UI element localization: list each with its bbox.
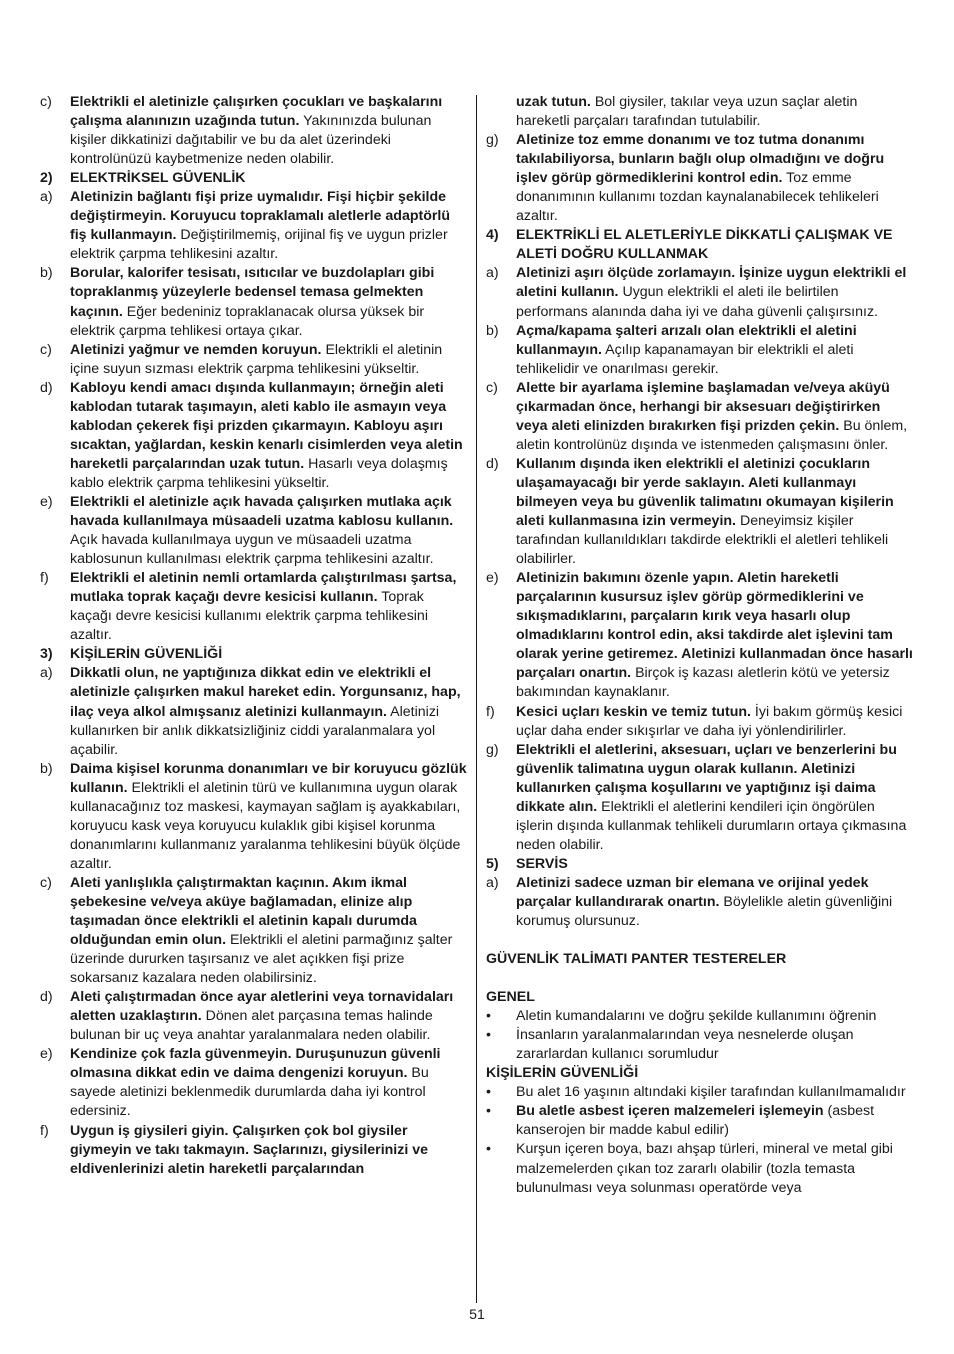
body-text: Bu alet 16 yaşının altındaki kişiler tarafından kullanılmamalıdır [516, 1084, 906, 1101]
emphasis-text: Alette bir ayarlama işlemine başlamadan ve/veya aküyü çıkarmadan önce, herhangi bir aksesuarı değiştirirken veya aleti elinizden bırakırken fişi prizden çekin. [516, 379, 890, 434]
body-text: Toprak kaçağı devre kesicisi kullanımı elektrik çarpma tehlikesini azaltır. [70, 589, 428, 644]
item-body [70, 645, 468, 664]
item-label: f) [486, 703, 495, 720]
left-column [40, 93, 468, 1179]
item-label: f) [40, 1122, 49, 1139]
bullet-item [486, 1102, 914, 1140]
item-body [516, 226, 914, 264]
bullet-marker: • [486, 1084, 491, 1101]
emphasis-text: Aletinizin bağlantı fişi prize uymalıdır. Fişi hiçbir şekilde değiştirmeyin. Koruyucu topraklamalı aletlerle adaptörlü fiş kullanmayın. [70, 189, 451, 244]
right-column [486, 93, 914, 1198]
item-body [516, 855, 914, 874]
item-body [70, 988, 468, 1045]
item-label: b) [40, 760, 53, 777]
bullet-item [486, 1026, 914, 1064]
emphasis-text: Bu aletle asbest içeren malzemeleri işlemeyin [516, 1103, 824, 1120]
body-text: Elektrikli el aletinin türü ve kullanımına uygun olarak kullanacağınız toz maskesi, kaymayan sağlam iş ayakkabıları, koruyucu kask veya koruyucu kulaklık gibi kişisel korunma donanımlarını kullanmanız yaralanma tehlikesini büyük ölçüde azaltır. [70, 779, 461, 872]
item-body [70, 341, 468, 379]
list-item [486, 379, 914, 455]
item-label [486, 93, 516, 131]
emphasis-text: Aletinize toz emme donanımı ve toz tutma donanımı takılabiliyorsa, bunların bağlı olup olmadığını ve doğru işlev görüp görmediklerini kontrol edin. [516, 132, 885, 187]
item-body [516, 264, 914, 321]
body-text: Değiştirilmemiş, orijinal fiş ve uygun prizler elektrik çarpma tehlikesini azaltır. [70, 227, 448, 263]
item-body [70, 664, 468, 759]
item-label: 2) [40, 170, 53, 187]
body-text: Elektrikli el aletini parmağınız şalter üzerinde dururken taşırsanız ve alet açıkken fişi prize sokarsanız kazalara neden olabilirsiniz. [70, 932, 453, 987]
body-text: Deneyimsiz kişiler tarafından kullanıldıkları takdirde elektrikli el aletleri tehlikeli olabilirler. [516, 513, 889, 568]
body-text: Yakınınızda bulunan kişiler dikkatinizi dağıtabilir ve bu da alet üzerindeki kontrolünüzü kaybetmenize neden olabilir. [70, 113, 432, 168]
item-body [70, 493, 468, 569]
emphasis-text: Aletinizi sadece uzman bir elemana ve orijinal yedek parçalar kullandırarak onartın. [516, 874, 869, 910]
body-text: İyi bakım görmüş kesici uçlar daha ender sıkışırlar ve daha iyi yönlendirilirler. [516, 703, 903, 739]
item-body [70, 1122, 468, 1179]
body-text: Eğer bedeniniz topraklanacak olursa yüksek bir elektrik çarpma tehlikesi ortaya çıkar. [70, 303, 425, 339]
body-text: Birçok iş kazası aletlerin kötü ve yetersiz bakımından kaynaklanır. [516, 665, 890, 701]
emphasis-text: Aleti çalıştırmadan önce ayar aletlerini veya tornavidaları aletten uzaklaştırın. [70, 989, 454, 1025]
heading-text: ELEKTRİKSEL GÜVENLİK [70, 170, 246, 187]
body-text: Hasarlı veya dolaşmış kablo elektrik çarpma tehlikesini yükseltir. [70, 455, 448, 491]
emphasis-text: Kesici uçları keskin ve temiz tutun. [516, 703, 751, 720]
emphasis-text: Daima kişisel korunma donanımları ve bir koruyucu gözlük kullanın. [70, 760, 467, 796]
numbered-heading [486, 226, 914, 264]
list-item [486, 703, 914, 741]
item-body [70, 1045, 468, 1121]
emphasis-text: Aletinizi aşırı ölçüde zorlamayın. İşinize uygun elektrikli el aletini kullanın. [516, 265, 907, 301]
numbered-heading [40, 645, 468, 664]
item-body [70, 760, 468, 874]
body-text: Bol giysiler, takılar veya uzun saçlar aletin hareketli parçaları tarafından tutulabilir. [516, 94, 858, 130]
item-label: d) [40, 989, 53, 1006]
emphasis-text: Elektrikli el aletinizle çalışırken çocukları ve başkalarını çalışma alanınızın uzağında tutun. [70, 94, 443, 130]
item-label: e) [40, 1046, 53, 1063]
page-number: 51 [469, 1307, 485, 1323]
emphasis-text: Kendinize çok fazla güvenmeyin. Duruşunuzun güvenli olmasına dikkat edin ve daima dengenizi koruyun. [70, 1046, 441, 1082]
item-body [516, 1083, 914, 1102]
item-label: 5) [486, 855, 499, 872]
emphasis-text: Açma/kapama şalteri arızalı olan elektrikli el aletini kullanmayın. [516, 322, 857, 358]
item-label: c) [40, 341, 52, 358]
emphasis-text: Kabloyu kendi amacı dışında kullanmayın; örneğin aleti kablodan tutarak taşımayın, aleti kablo ile asmayın veya kablodan çekerek fişi prizden çıkarmayın. Kabloyu aşırı sıcaktan, yağlardan, keskin kenarlı cisimlerden veya aletin hareketli parçalarından uzak tutun. [70, 379, 463, 472]
list-item [486, 741, 914, 855]
bullet-marker: • [486, 1141, 491, 1158]
item-body [70, 93, 468, 169]
item-body [516, 131, 914, 226]
body-text: Açık havada kullanılmaya uygun ve müsaadeli uzatma kablosunun kullanılması elektrik çarpma tehlikesini azaltır. [70, 532, 434, 568]
body-text: (asbest kanserojen bir madde kabul edilir) [516, 1103, 875, 1139]
item-label: a) [40, 665, 53, 682]
emphasis-text: Aletinizi yağmur ve nemden koruyun. [70, 341, 322, 358]
item-body [516, 1102, 914, 1140]
section-heading: GENEL [486, 989, 535, 1006]
bullet-marker: • [486, 1027, 491, 1044]
item-label: 3) [40, 646, 53, 663]
list-item [40, 379, 468, 493]
item-label: b) [486, 322, 499, 339]
list-item [486, 874, 914, 931]
body-text: Aletin kumandalarını ve doğru şekilde kullanımını öğrenin [516, 1008, 877, 1025]
column-divider [476, 95, 477, 1303]
emphasis-text: Uygun iş giysileri giyin. Çalışırken çok bol giysiler giymeyin ve takı takmayın. Saçlarınızı, giysilerinizi ve eldivenlerinizi aletin hareketli parçalarından [70, 1122, 429, 1177]
list-item [486, 322, 914, 379]
body-text: Uygun elektrikli el aleti ile belirtilen performans alanında daha iyi ve daha güvenli çalışırsınız. [516, 284, 878, 320]
emphasis-text: Elektrikli el aletinizle açık havada çalışırken mutlaka açık havada kullanılmaya müsaadeli uzatma kablosu kullanın. [70, 493, 454, 530]
heading-text: ELEKTRİKLİ EL ALETLERİYLE DİKKATLİ ÇALIŞMAK VE ALETİ DOĞRU KULLANMAK [516, 227, 893, 263]
heading-text: KİŞİLERİN GÜVENLİĞİ [70, 646, 223, 663]
body-text: Aletinizi kullanırken bir anlık dikkatsizliğiniz ciddi yaralanmalara yol açabilir. [70, 703, 440, 758]
list-item [40, 988, 468, 1045]
item-label: a) [486, 265, 499, 282]
item-label: d) [40, 379, 53, 396]
item-label: g) [486, 132, 499, 149]
list-item [40, 341, 468, 379]
bullet-marker: • [486, 1103, 491, 1120]
item-body [516, 569, 914, 702]
numbered-heading [486, 855, 914, 874]
emphasis-text: uzak tutun. [516, 94, 591, 110]
emphasis-text: Elektrikli el aletinin nemli ortamlarda çalıştırılması şartsa, mutlaka toprak kaçağı devre kesicisi kullanın. [70, 570, 457, 606]
emphasis-text: Aletinizin bakımını özenle yapın. Aletin hareketli parçalarının kusursuz işlev görüp görmediklerini ve sıkışmadıklarını, parçaların kırık veya hasarlı olup olmadıklarını kontrol edin, aksi takdirde alet işlevini tam olarak yerine getiremez. Aletinizi kullanmadan önce hasarlı parçaları onartın. [516, 570, 913, 682]
list-item [40, 760, 468, 874]
item-body [516, 741, 914, 855]
body-text: Böylelikle aletin güvenliğini korumuş olursunuz. [516, 893, 893, 930]
item-body [516, 93, 914, 131]
list-item [486, 131, 914, 226]
body-text: Toz emme donanımının kullanımı tozdan kaynalanabilecek tehlikeleri azaltır. [516, 170, 879, 225]
item-body [516, 1007, 914, 1026]
emphasis-text: Elektrikli el aletlerini, aksesuarı, uçları ve benzerlerini bu güvenlik talimatına uygun olarak kullanın. Aletinizi kullanırken çalışma koşullarını ve yaptığınız işi daima dikkate alın. [516, 741, 897, 815]
item-label: b) [40, 265, 53, 282]
item-label: a) [486, 874, 499, 891]
bullet-item [486, 1083, 914, 1102]
section-heading: GÜVENLİK TALİMATI PANTER TESTERELER [486, 951, 787, 968]
bullet-marker: • [486, 1008, 491, 1025]
item-label: e) [486, 570, 499, 587]
list-item [486, 93, 914, 131]
emphasis-text: Kullanım dışında iken elektrikli el aletinizi çocukların ulaşamayacağı bir yerde saklayın. Aleti kullanmayı bilmeyen veya bu güvenlik talimatını okumayan kişilerin aleti kullanmasına izin vermeyin. [516, 455, 894, 530]
list-item [486, 264, 914, 321]
bullet-item [486, 1007, 914, 1026]
list-item [40, 569, 468, 645]
list-item [40, 1122, 468, 1179]
body-text: Kurşun içeren boya, bazı ahşap türleri, mineral ve metal gibi malzemelerden çıkan toz zararlı olabilir (tozla temasta bulunulması veya solunması operatörde veya [516, 1141, 893, 1196]
list-item [486, 455, 914, 569]
item-body [516, 322, 914, 379]
item-label: c) [40, 874, 52, 891]
list-item [40, 188, 468, 264]
list-item [40, 1045, 468, 1121]
item-label: c) [40, 94, 52, 110]
numbered-heading [40, 169, 468, 188]
item-label: e) [40, 493, 53, 510]
item-body [516, 455, 914, 569]
bullet-item [486, 1140, 914, 1197]
item-label: f) [40, 570, 49, 587]
item-body [516, 379, 914, 455]
item-body [70, 264, 468, 340]
item-body [516, 874, 914, 931]
section-heading: KİŞİLERİN GÜVENLİĞİ [486, 1065, 639, 1082]
item-body [70, 188, 468, 264]
item-body [70, 379, 468, 493]
item-body [70, 569, 468, 645]
item-body [516, 703, 914, 741]
list-item [486, 569, 914, 702]
item-label: 4) [486, 227, 499, 244]
body-text: Bu önlem, aletin kontrolünüz dışında ve istenmeden çalışmasını önler. [516, 417, 908, 453]
item-label: g) [486, 741, 499, 758]
body-text: Bu sayede aletinizi beklenmedik durumlarda daha iyi kontrol edersiniz. [70, 1065, 429, 1120]
item-body [516, 1026, 914, 1064]
item-label: a) [40, 189, 53, 206]
item-body [70, 169, 468, 188]
body-text: Elektrikli el aletinin içine suyun sızması elektrik çarpma tehlikesini yükseltir. [70, 341, 443, 377]
list-item [40, 93, 468, 169]
list-item [40, 493, 468, 569]
item-label: c) [486, 379, 498, 396]
emphasis-text: Aleti yanlışlıkla çalıştırmaktan kaçının. Akım ikmal şebekesine ve/veya aküye bağlamadan, elinize alıp taşımadan önce elektrikli el aletinin kapalı durumda olduğundan emin olun. [70, 874, 417, 949]
list-item [40, 874, 468, 988]
list-item [40, 664, 468, 759]
list-item [40, 264, 468, 340]
item-body [70, 874, 468, 988]
body-text: İnsanların yaralanmalarından veya nesnelerde oluşan zararlardan kullanıcı sorumludur [516, 1027, 854, 1063]
body-text: Açılıp kapanamayan bir elektrikli el aleti tehlikelidir ve onarılması gerekir. [516, 341, 854, 377]
item-label: d) [486, 455, 499, 472]
body-text: Elektrikli el aletlerini kendileri için öngörülen işlerin dışında kullanmak tehlikeli durumların ortaya çıkmasına neden olabilir. [516, 798, 907, 853]
emphasis-text: Borular, kalorifer tesisatı, ısıtıcılar ve buzdolapları gibi topraklanmış yüzeylerle bedensel temasa gelmekten kaçının. [70, 265, 435, 320]
item-body [516, 1140, 914, 1197]
emphasis-text: Dikkatli olun, ne yaptığınıza dikkat edin ve elektrikli el aletinizle çalışırken makul hareket edin. Yorgunsanız, hap, ilaç veya alkol almışsanız aletinizi kullanmayın. [70, 665, 461, 720]
body-text: Dönen alet parçasına temas halinde bulunan bir uç veya anahtar yaralanmalara neden olabilir. [70, 1008, 433, 1044]
heading-text: SERVİS [516, 855, 568, 872]
